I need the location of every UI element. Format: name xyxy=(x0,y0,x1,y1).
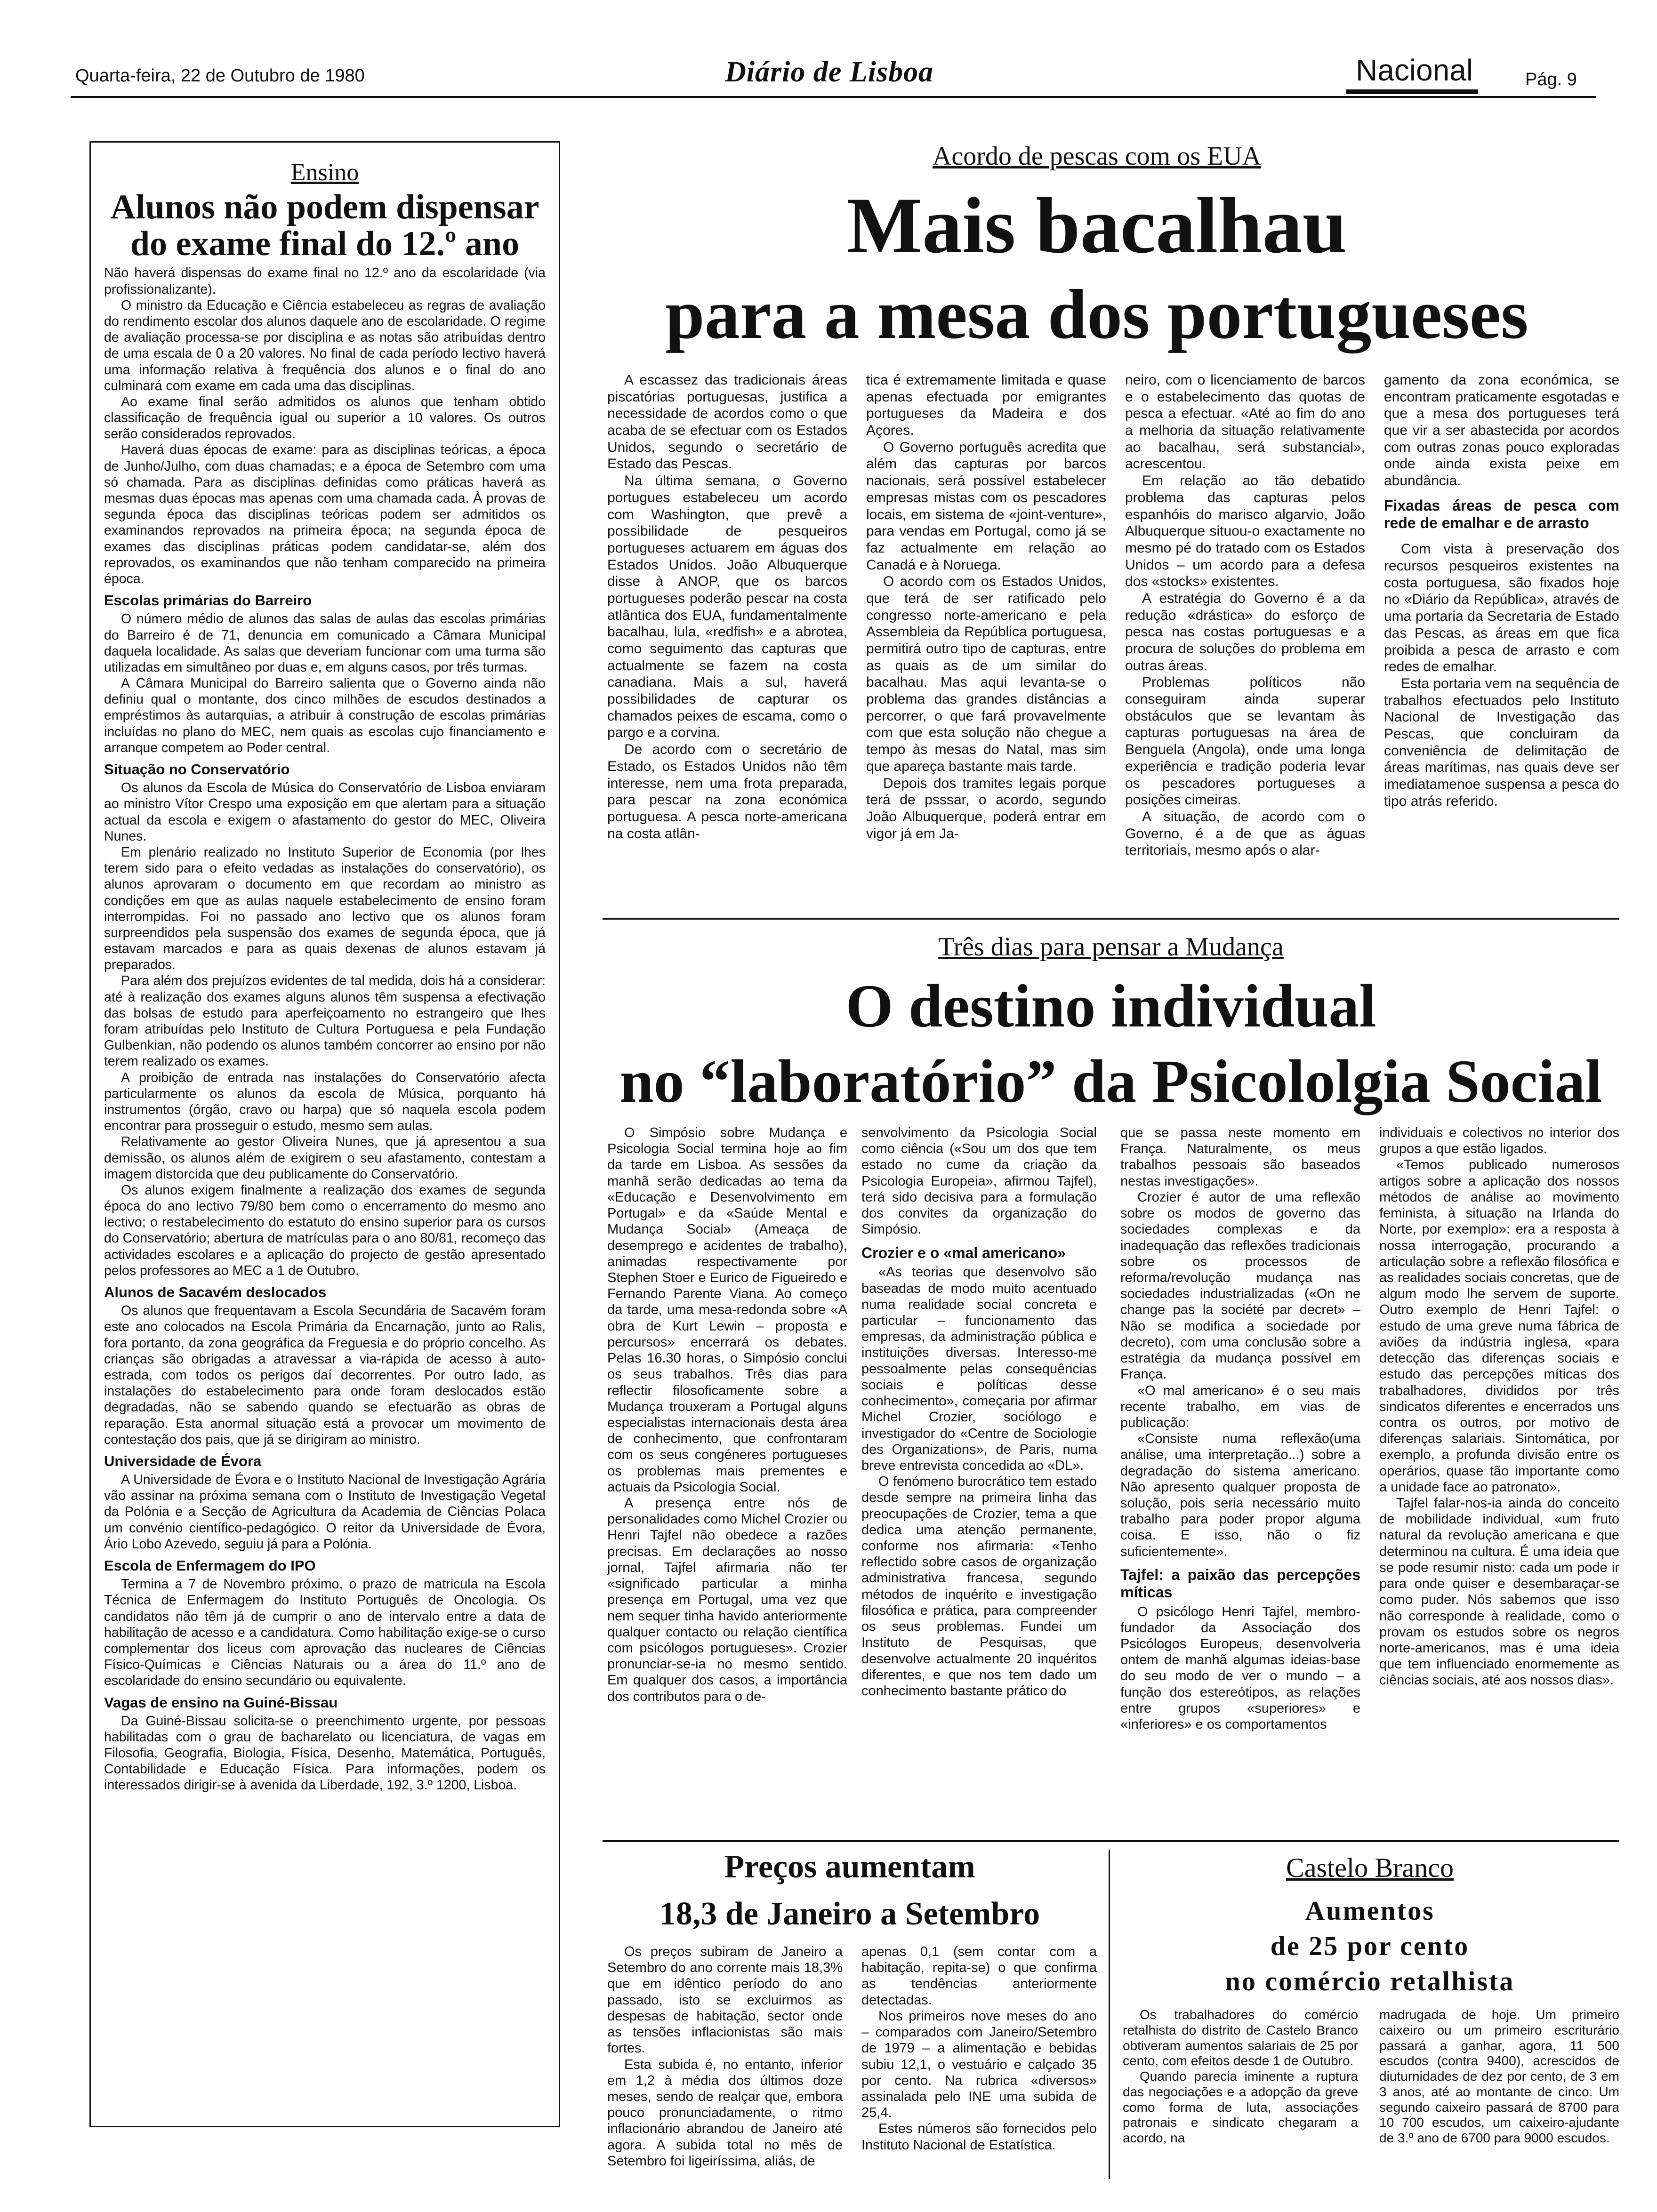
ensino-lead: Não haverá dispensas do exame final no 12.º ano da escolaridade (via profissionalizante). xyxy=(104,265,546,297)
section-title-conservatorio: Situação no Conservatório xyxy=(104,761,290,777)
column-rule xyxy=(1109,1850,1110,2179)
precos-col-1 xyxy=(607,1944,843,2169)
section-paragraph: Relativamente ao gestor Oliveira Nunes, que já apresentou a sua demissão, os alunos além de exigirem o seu afastamento, contestam a imagem distorcida que deu publicamente do Conservatório. xyxy=(104,1134,546,1182)
psicologia-paragraph: que se passa neste momento em França. Naturalmente, os meus trabalhos pessoais são baseados nestas investigações». xyxy=(1120,1125,1360,1189)
pescas-paragraph: Esta portaria vem na sequência de trabalhos efectuados pelo Instituto Nacional de Investigação das Pescas, que concluiram da conveniência de delimitação de áreas marítimas, nas quais deve ser imediatamenoe suspensa a pesca do tipo atrás referido. xyxy=(1384,675,1619,809)
castelo-paragraph: Os trabalhadores do comércio retalhista do distrito de Castelo Branco obtiveram aumentos salariais de 25 por cento, com efeitos desde 1 de Outubro. xyxy=(1123,2007,1358,2068)
psicologia-rubric: Três dias para pensar a Mudança xyxy=(938,932,1284,962)
castelo-headline-3: no comércio retalhista xyxy=(1225,1966,1515,1996)
psicologia-headline-2: no “laboratório” da Psicololgia Social xyxy=(619,1048,1602,1115)
castelo-rubric: Castelo Branco xyxy=(1286,1852,1454,1883)
section-paragraph: Os alunos exigem finalmente a realização dos exames de segunda época do ano lectivo 79/80 bem como o encerramento do mesmo ano lectivo; o restabelecimento do estatuto do ensino superior para os cursos do Conservatório; abertura de matrículas para o ano 80/81, recomeço das actividades escolares e a aplicação do projecto de gestão apresentado pelos professores ao MEC a 1 de Outubro. xyxy=(104,1182,546,1278)
pescas-paragraph: A estratégia do Governo é a da redução «drástica» do esforço de pesca nas costas portuguesas e a procura de soluções do problema em outras áreas. xyxy=(1125,590,1365,673)
castelo-paragraph: Quando parecia iminente a ruptura das negociações e a adopção da greve como forma de luta, associações patronais e sindicato chegaram a acordo, na xyxy=(1123,2069,1358,2145)
psicologia-paragraph: Crozier é autor de uma reflexão sobre os modos de governo das sociedades complexas e da inadequação das reflexões tradicionais sobre os processos de reforma/revolução mudança nas sociedades industrializadas («On ne change pas la société par decret» – Não se modifica a sociedade por decreto), com uma conclusão sobre a estratégia da mudança possível em França. xyxy=(1120,1189,1360,1382)
psicologia-paragraph: A presença entre nós de personalidades como Michel Crozier ou Henri Tajfel não obedece a razões precisas. Em declarações ao nosso jornal, Tajfel afirmaria não ter «significado particular a minha presença em Portugal, uma vez que nem sequer tinha havido anteriormente qualquer contacto ou relação científica com psicólogos portugueses». Crozier pronunciar-se-ia no mesmo sentido. Em qualquer dos casos, a importância dos contributos para o de- xyxy=(607,1496,847,1704)
castelo-paragraph: madrugada de hoje. Um primeiro caixeiro ou um primeiro escriturário passará a ganhar, agora, 11 500 escudos (contra 9400), acrescidos de diuturnidades de dez por cento, de 3 em 3 anos, até ao montante de cinco. Um segundo caixeiro passará de 8700 para 10 700 escudos, um caixeiro-ajudante de 3.º ano de 6700 para 9000 escudos. xyxy=(1379,2007,1619,2145)
pescas-headline-1: Mais bacalhau xyxy=(846,181,1347,270)
psicologia-paragraph: «Consiste numa reflexão(uma análise, uma interpretação...) sobre a degradação do sistema americano. Não apresento qualquer proposta de solução, pois seria necessário muito trabalho para poder propor alguma coisa. E isso, não o fiz suficientemente». xyxy=(1120,1431,1360,1559)
castelo-col-2 xyxy=(1379,2007,1619,2146)
section-paragraph: Os alunos que frequentavam a Escola Secundária de Sacavém foram este ano colocados na Escola Primária da Encarnação, junto ao Ralis, fora portanto, da zona geográfica da Freguesia e do próprio concelho. As crianças são obrigadas a atravessar a via-rápida de acesso à auto-estrada, com todos os perigos daí decorrentes. Por outro lado, as instalações do estabelecimento para onde foram deslocados estão degradadas, não se sabendo quando se efectuarão as obras de reparação. Esta anormal situação está a provocar um movimento de contestação dos pais, que já se dirigiram ao ministro. xyxy=(104,1303,546,1447)
section-paragraph: Em plenário realizado no Instituto Superior de Economia (por lhes terem sido para o efeito vedadas as instalações do conservatório), os alunos aprovaram o documento em que recordam ao ministro as condições em que as aulas naquele estabelecimento de ensino foram interrompidas. Foi no passado ano lectivo que os alunos foram surpreendidos pela suspensão dos exames de segunda época, que já estavam marcados e para as quais dexenas de alunos estavam já preparados. xyxy=(104,844,546,973)
castelo-headline-2: de 25 por cento xyxy=(1270,1931,1470,1961)
psicologia-paragraph: «O mal americano» é o seu mais recente trabalho, em vias de publicação: xyxy=(1120,1383,1360,1430)
pescas-col-1 xyxy=(607,372,847,842)
pescas-paragraph: tica é extremamente limitada e quase apenas efectuada por emigrantes portugueses da Madeira e dos Açores. xyxy=(866,372,1106,439)
precos-col-2 xyxy=(861,1944,1097,2153)
section-paragraph: Para além dos prejuízos evidentes de tal medida, dois há a considerar: até à realização dos exames alguns alunos têm suspensa a efectivação das bolsas de estudo para aperfeiçoamento no estrangeiro que lhes foram atribuídas pelo Instituto de Cultura Portuguesa e pela Fundação Gulbenkian, não podendo os alunos também concorrer ao ensino por não terem realizado os exames. xyxy=(104,973,546,1069)
page-number: Pág. 9 xyxy=(1525,70,1577,89)
section-title-evora: Universidade de Évora xyxy=(104,1452,262,1469)
precos-paragraph: Nos primeiros nove meses do ano – comparados com Janeiro/Setembro de 1979 – a alimentação e bebidas subiu 12,1, o vestuário e calçado 35 por cento. Na rubrica «diversos» assinalada pelo INE uma subida de 25,4. xyxy=(861,2008,1097,2121)
header-date: Quarta-feira, 22 de Outubro de 1980 xyxy=(75,66,365,86)
pescas-headline-2: para a mesa dos portugueses xyxy=(665,275,1528,353)
precos-paragraph: Os preços subiram de Janeiro a Setembro do ano corrente mais 18,3% que em idêntico período do ano passado, isto se excluirmos as despesas de habitação, sector onde as tensões inflacionistas são mais fortes. xyxy=(607,1944,843,2056)
psicologia-paragraph: Tajfel falar-nos-ia ainda do conceito de mobilidade individual, «um fruto natural da revolução americana e que determinou na cultura. É uma ideia que se pode resumir nisto: cada um pode ir para onde quiser e desembaraçar-se como puder. Nós sabemos que isso não corresponde à realidade, como o provam os estudos sobre os negros norte-americanos, mas é uma ideia que tem influenciado enormemente as ciências sociais, até aos nossos dias». xyxy=(1379,1496,1619,1688)
psicologia-col-1 xyxy=(607,1125,847,1705)
ensino-rubric: Ensino xyxy=(290,159,359,186)
section-paragraph: A Universidade de Évora e o Instituto Nacional de Investigação Agrária vão assinar na próxima semana com o Instituto de Investigação Vegetal da Polónia e a Secção de Agricultura da Academia de Ciências Polaca um convénio científico-pedagógico. O reitor da Universidade de Évora, Ário Lobo Azevedo, seguiu já para a Polónia. xyxy=(104,1472,546,1552)
newspaper-logo: Diário de Lisboa xyxy=(725,56,934,88)
ensino-article xyxy=(89,141,560,2127)
ensino-body xyxy=(104,265,546,1793)
psicologia-paragraph: O Simpósio sobre Mudança e Psicologia Social termina hoje ao fim da tarde em Lisboa. As sessões da manhã serão dedicadas ao tema da «Educação e Desenvolvimento em Portugal» e da «Saúde Mental e Mudança Social» (Ameaça de desemprego e acidentes de trabalho), animadas respectivamente por Stephen Stoer e Eurico de Figueiredo e Fernando Parente Viana. Ao começo da tarde, uma mesa-redonda sobre «A obra de Kurt Lewin – proposta e percursos» encerrará os debates. Pelas 16.30 horas, o Simpósio conclui os seus trabalhos. Três dias para reflectir filosoficamente sobre a Mudança trouxeram a Portugal alguns especialistas internacionais desta área de conhecimento, que confrontaram com os seus congéneres portugueses os problemas mais prementes e actuais da Psicologia Social. xyxy=(607,1125,847,1495)
ensino-headline-1: Alunos não podem dispensar xyxy=(110,188,539,226)
pescas-col-2 xyxy=(866,372,1106,842)
castelo-col-1 xyxy=(1123,2007,1358,2146)
section-title-ipo: Escola de Enfermagem do IPO xyxy=(104,1557,316,1574)
section-paragraph: Os alunos da Escola de Música do Conservatório de Lisboa enviaram ao ministro Vítor Crespo uma exposição em que alertam para a situação actual da escola e exigem o afastamento do gestor do MEC, Oliveira Nunes. xyxy=(104,780,546,844)
psicologia-paragraph: O fenómeno burocrático tem estado desde sempre na primeira linha das preocupações de Crozier, tema a que dedica uma atenção permanente, conforme nos afirmaria: «Tenho reflectido sobre casos de organização administrativa francesa, segundo métodos de inquérito e investigação filosófica e prática, para compreender os seus problemas. Fundei um Instituto de Pesquisas, que desenvolve actualmente 20 inquéritos diferentes, e que nos tem dado um conhecimento bastante prático do xyxy=(861,1474,1097,1699)
ensino-headline-2: do exame final do 12.º ano xyxy=(130,224,520,263)
section-paragraph: O número médio de alunos das salas de aulas das escolas primárias do Barreiro é de 71, denuncia em comunicado a Câmara Municipal daquela localidade. As salas que deveriam funcionar com uma turma são utilizadas em simultâneo por duas e, em alguns casos, por três turmas. xyxy=(104,611,546,675)
pescas-paragraph: Problemas políticos não conseguiram ainda superar obstáculos que se levantam às capturas portuguesas na área de Benguela (Angola), onde uma longa experiência e tradição poderia levar os pescadores portugueses a posições cimeiras. xyxy=(1125,674,1365,808)
precos-paragraph: Estes números são fornecidos pelo Instituto Nacional de Estatística. xyxy=(861,2121,1097,2153)
ensino-paragraph: O ministro da Educação e Ciência estabeleceu as regras de avaliação do rendimento escolar dos alunos daquele ano de escolaridade. O regime de avaliação processa-se por disciplina e as notas são atribuídas dentro de uma escala de 0 a 20 valores. No final de cada período lectivo haverá uma informação relativa à frequência dos alunos e o final do ano culminará com exame em cada uma das disciplinas. xyxy=(104,297,546,393)
section-title-barreiro: Escolas primárias do Barreiro xyxy=(104,592,312,609)
pescas-paragraph: Depois dos tramites legais porque terá de psssar, o acordo, segundo João Albuquerque, poderá entrar em vigor já em Ja- xyxy=(866,775,1106,842)
psicologia-headline-1: O destino individual xyxy=(845,972,1376,1040)
section-underline xyxy=(1346,89,1478,94)
section-name: Nacional xyxy=(1356,53,1473,87)
castelo-headline-1: Aumentos xyxy=(1305,1895,1435,1926)
ensino-paragraph: Ao exame final serão admitidos os alunos que tenham obtido classificação de frequência igual ou superior a 10 valores. Os outros serão considerados reprovados. xyxy=(104,394,546,442)
section-title-sacavem: Alunos de Sacavém deslocados xyxy=(104,1284,327,1300)
psicologia-paragraph: individuais e colectivos no interior dos grupos a que estão ligados. xyxy=(1379,1125,1619,1157)
pescas-paragraph: O acordo com os Estados Unidos, que terá de ser ratificado pelo congresso norte-americano e pela Assembleia da República portuguesa, permitirá outro tipo de capturas, entre as quais as de um similar do bacalhau. Mas aqui levanta-se o problema das grandes distâncias a percorrer, o que fará provavelmente com que esta solução não chegue a tempo às mesas do Natal, mas sim que apareça bastante mais tarde. xyxy=(866,574,1106,774)
pescas-paragraph: De acordo com o secretário de Estado, os Estados Unidos não têm interesse, nem uma frota preparada, para pescar na zona económica portuguesa. A pesca norte-americana na costa atlân- xyxy=(607,742,847,842)
pescas-rubric: Acordo de pescas com os EUA xyxy=(932,142,1262,171)
psicologia-paragraph: senvolvimento da Psicologia Social como ciência («Sou um dos que tem estado no cume da criação da Psicologia Europeia», afirmou Tajfel), terá sido decisiva para a formulação dos convites da organização do Simpósio. xyxy=(861,1125,1097,1237)
psicologia-col-3 xyxy=(1120,1125,1360,1732)
pescas-paragraph: O Governo português acredita que além das capturas por barcos nacionais, será possível estabelecer empresas mistas com os pescadores locais, em sistema de «joint-venture», para vendas em Portugal, como já se faz actualmente em relação ao Canadá e à Noruega. xyxy=(866,439,1106,573)
pescas-subheading: Fixadas áreas de pesca com rede de emalhar e de arrasto xyxy=(1384,497,1619,531)
pescas-col-3 xyxy=(1125,372,1365,859)
section-paragraph: Termina a 7 de Novembro próximo, o prazo de matricula na Escola Técnica de Enfermagem do Instituto Português de Oncologia. Os candidatos não têm já de cumprir o ano de intervalo entre a data de habilitação de acesso e a candidatura. Como habilitação exige-se o curso complementar dos liceus com aprovação das nucleares de Ciências Físico-Químicas e Ciências Naturais ou a área do 11.º ano de escolaridade do ensino secundário ou equivalente. xyxy=(104,1577,546,1689)
psicologia-paragraph: «As teorias que desenvolvo são baseadas de modo muito acentuado numa realidade social concreta e particular – funcionamento das empresas, da administração pública e instituições diversas. Interesso-me pessoalmente pelas consequências sociais e políticas desse conhecimento», começaria por afirmar Michel Crozier, sociólogo e investigador do «Centre de Sociologie des Organizations», de Paris, numa breve entrevista concedida ao «DL». xyxy=(861,1265,1097,1473)
pescas-paragraph: A escassez das tradicionais áreas piscatórias portuguesas, justifica a necessidade de acordos como o que acaba de se efectuar com os Estados Unidos, segundo o secretário de Estado das Pescas. xyxy=(607,372,847,472)
precos-paragraph: apenas 0,1 (sem contar com a habitação, repita-se) o que confirma as tendências anteriormente detectadas. xyxy=(861,1944,1097,2008)
pescas-paragraph: neiro, com o licenciamento de barcos e o estabelecimento das quotas de pesca a efectuar. «Até ao fim do ano a melhoria da situação relativamente ao bacalhau, será substancial», acrescentou. xyxy=(1125,372,1365,472)
pescas-paragraph: Em relação ao tão debatido problema das capturas pelos espanhóis do marisco algarvio, João Albuquerque situou-o exactamente no mesmo pé do tratado com os Estados Unidos – um acordo para a defesa dos «stocks» existentes. xyxy=(1125,473,1365,590)
psicologia-col-2 xyxy=(861,1125,1097,1699)
pescas-paragraph: A situação, de acordo com o Governo, é a de que as águas territoriais, mesmo após o alar- xyxy=(1125,809,1365,858)
psicologia-col-4 xyxy=(1379,1125,1619,1689)
pescas-paragraph: Na última semana, o Governo portugues estabeleceu um acordo com Washington, que prevê a possibilidade de pesqueiros portugueses actuarem em águas dos Estados Unidos. João Albuquerque disse à ANOP, que os barcos portugueses poderão pescar na costa atlântica dos EUA, fundamentalmente bacalhau, lula, «redfish» e a abrotea, como seguimento das capturas que actualmente se fazem na costa canadiana. Mais a sul, haverá possibilidades de capturar os chamados peixes de escama, como o pargo e a corvina. xyxy=(607,473,847,741)
tajfel-subheading: Tajfel: a paixão das percepções míticas xyxy=(1120,1566,1360,1601)
section-paragraph: A Câmara Municipal do Barreiro salienta que o Governo ainda não definiu qual o montante, dos cinco milhões de escudos destinados a empréstimos às autarquias, a atribuir à construção de escolas primárias incluídas no plano do MEC, nem quais as escolas cujo financiamento e arranque competem ao Poder central. xyxy=(104,676,546,755)
pescas-col-4 xyxy=(1384,372,1619,809)
precos-headline-1: Preços aumentam xyxy=(724,1849,975,1885)
crozier-subheading: Crozier e o «mal americano» xyxy=(861,1244,1066,1261)
psicologia-paragraph: O psicólogo Henri Tajfel, membro-fundador da Associação dos Psicólogos Europeus, desenvolveria ontem de manhã algumas ideias-base do seu modo de ver o mundo – a função dos estereótipos, as relações entre grupos «superiores» e «inferiores» e os comportamentos xyxy=(1120,1604,1360,1732)
separator-rule xyxy=(603,1840,1619,1842)
ensino-paragraph: Haverá duas épocas de exame: para as disciplinas teóricas, a época de Junho/Julho, com duas chamadas; e a época de Setembro com uma só chamada. Para as disciplinas definidas como práticas haverá as mesmas duas épocas mas apenas com uma chamada cada. À provas de segunda época das disciplinas teóricas podem ser admitidos os examinandos reprovados na primeira época; na segunda época de exames das disciplinas práticas podem candidatar-se, além dos reprovados, os examinandos que não tenham comparecido na primeira época. xyxy=(104,442,546,586)
psicologia-paragraph: «Temos publicado numerosos artigos sobre a aplicação dos nossos métodos de análise ao movimento feminista, à situação na Irlanda do Norte, por exemplo»: era a resposta à nossa interrogação, procurando a articulação sobre a reflexão filosófica e as realidades sociais concretas, que de algum modo lhe servem de suporte. Outro exemplo de Henri Tajfel: o estudo de uma greve numa fábrica de aviões da indústria inglesa, «para detecção das diferenças sociais e estudo das percepções míticas dos trabalhadores, divididos por três sindicatos diferentes e encerrados uns contra os outros, por motivo de diferenças salariais. Sintomática, por exemplo, a profunda divisão entre os operários, quase tão importante como a unidade face ao patronato». xyxy=(1379,1157,1619,1495)
precos-headline-2: 18,3 de Janeiro a Setembro xyxy=(659,1896,1040,1932)
section-title-guine: Vagas de ensino na Guiné-Bissau xyxy=(104,1694,338,1711)
pescas-paragraph: Com vista à preservação dos recursos pesqueiros existentes na costa portuguesa, são fixados hoje no «Diário da República», através de uma portaria da Secretaria de Estado das Pescas, as áreas em que fica proibida a pesca de arrasto e com redes de emalhar. xyxy=(1384,541,1619,675)
separator-rule xyxy=(603,918,1619,920)
section-paragraph: Da Guiné-Bissau solicita-se o preenchimento urgente, por pessoas habilitadas com o grau de bacharelato ou licenciatura, de vagas em Filosofia, Geografia, Biologia, Física, Desenho, Matemática, Português, Contabilidade e Educação Física. Para informações, podem os interessados dirigir-se à avenida da Liberdade, 192, 3.º 1200, Lisboa. xyxy=(104,1713,546,1793)
precos-paragraph: Esta subida é, no entanto, inferior em 1,2 à média dos últimos doze meses, sendo de realçar que, embora pouco pronunciadamente, o ritmo inflacionário abrandou de Janeiro até agora. A subida total no mês de Setembro foi ligeiríssima, aliás, de xyxy=(607,2057,843,2169)
pescas-paragraph: gamento da zona económica, se encontram praticamente esgotadas e que a mesa dos portugueses terá que vir a ser abastecida por acordos com outras zonas pouco exploradas onde ainda exista peixe em abundância. xyxy=(1384,372,1619,489)
header-rule xyxy=(71,96,1596,98)
section-paragraph: A proibição de entrada nas instalações do Conservatório afecta particularmente os alunos da escola de Música, porquanto há instrumentos (órgão, cravo ou harpa) que só naquela escola podem encontrar para prosseguir o estudo, mesmo sem aulas. xyxy=(104,1070,546,1134)
